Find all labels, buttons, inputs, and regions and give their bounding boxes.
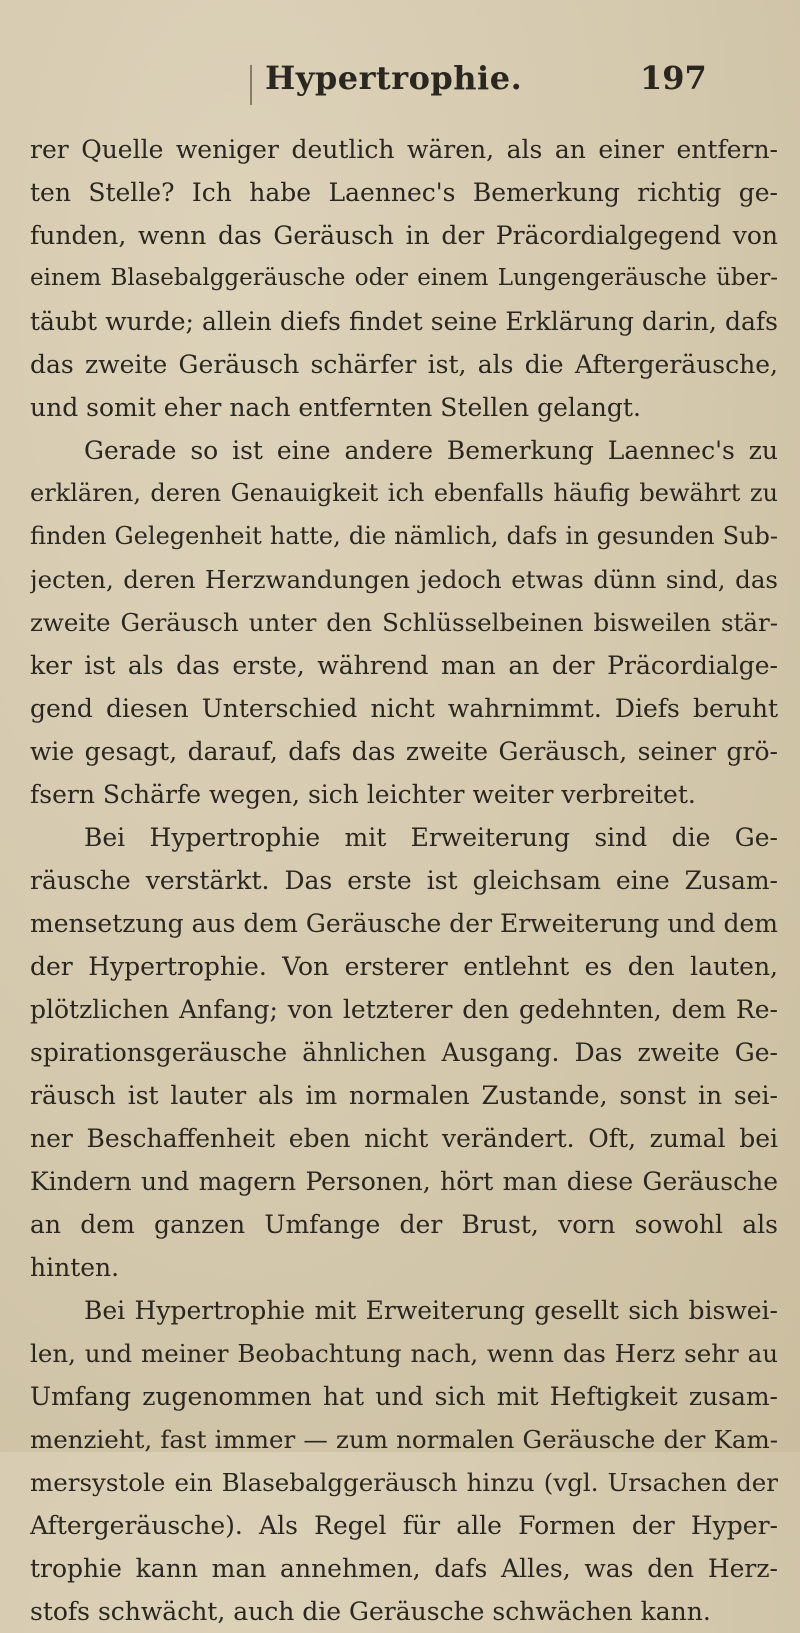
text-line: rer Quelle weniger deutlich wären, als an einer entfern-	[30, 135, 778, 164]
text-line: Bei Hypertrophie mit Erweiterung sind die Ge-	[84, 823, 778, 852]
text-line: räusche verstärkt. Das erste ist gleichsam eine Zusam-	[30, 866, 778, 895]
text-line: jecten, deren Herzwandungen jedoch etwas dünn sind, das	[30, 565, 778, 594]
body-text	[30, 128, 778, 1633]
text-line: menzieht, fast immer — zum normalen Geräusche der Kam-	[30, 1425, 778, 1454]
text-line: finden Gelegenheit hatte, die nämlich, dafs in gesunden Sub-	[30, 522, 778, 550]
text-line: fsern Schärfe wegen, sich leichter weiter verbreitet.	[30, 780, 696, 809]
header-rule	[250, 65, 252, 105]
text-line: Aftergeräusche). Als Regel für alle Formen der Hyper-	[30, 1511, 778, 1540]
text-line: zweite Geräusch unter den Schlüsselbeinen bisweilen stär-	[30, 608, 778, 637]
text-line: plötzlichen Anfang; von letzterer den gedehnten, dem Re-	[30, 995, 778, 1024]
text-line: täubt wurde; allein diefs findet seine Erklärung darin, dafs	[30, 307, 778, 336]
running-title: Hypertrophie.	[265, 59, 523, 97]
page-number: 197	[640, 59, 707, 97]
text-line: ker ist als das erste, während man an der Präcordialge-	[30, 651, 778, 680]
text-line: einem Blasebalggeräusche oder einem Lungengeräusche über-	[30, 265, 778, 291]
text-line: ten Stelle? Ich habe Laennec's Bemerkung richtig ge-	[30, 178, 778, 207]
text-line: wie gesagt, darauf, dafs das zweite Geräusch, seiner grö-	[30, 737, 778, 766]
page-header	[0, 55, 800, 115]
text-line: an dem ganzen Umfange der Brust, vorn sowohl als	[30, 1210, 778, 1239]
text-line: Gerade so ist eine andere Bemerkung Laennec's zu	[84, 436, 778, 465]
text-line: mersystole ein Blasebalggeräusch hinzu (vgl. Ursachen der	[30, 1468, 778, 1497]
text-line: das zweite Geräusch schärfer ist, als die Aftergeräusche,	[30, 350, 778, 379]
text-line: trophie kann man annehmen, dafs Alles, was den Herz-	[30, 1554, 778, 1583]
text-line: funden, wenn das Geräusch in der Präcordialgegend von	[30, 221, 778, 250]
text-line: Bei Hypertrophie mit Erweiterung gesellt sich biswei-	[84, 1296, 778, 1325]
text-line: erklären, deren Genauigkeit ich ebenfalls häufig bewährt zu	[30, 479, 778, 507]
text-line: spirationsgeräusche ähnlichen Ausgang. Das zweite Ge-	[30, 1038, 778, 1067]
text-line: der Hypertrophie. Von ersterer entlehnt es den lauten,	[30, 952, 778, 981]
text-line: len, und meiner Beobachtung nach, wenn das Herz sehr au	[30, 1339, 778, 1368]
text-line: Umfang zugenommen hat und sich mit Heftigkeit zusam-	[30, 1382, 778, 1411]
text-line: mensetzung aus dem Geräusche der Erweiterung und dem	[30, 909, 778, 938]
text-line: stofs schwächt, auch die Geräusche schwächen kann.	[30, 1597, 711, 1626]
text-line: und somit eher nach entfernten Stellen gelangt.	[30, 393, 641, 422]
text-line: gend diesen Unterschied nicht wahrnimmt. Diefs beruht	[30, 694, 778, 723]
text-line: ner Beschaffenheit eben nicht verändert. Oft, zumal bei	[30, 1124, 778, 1153]
text-line: Kindern und magern Personen, hört man diese Geräusche	[30, 1167, 778, 1196]
text-line: hinten.	[30, 1253, 120, 1282]
text-line: räusch ist lauter als im normalen Zustande, sonst in sei-	[30, 1081, 778, 1110]
